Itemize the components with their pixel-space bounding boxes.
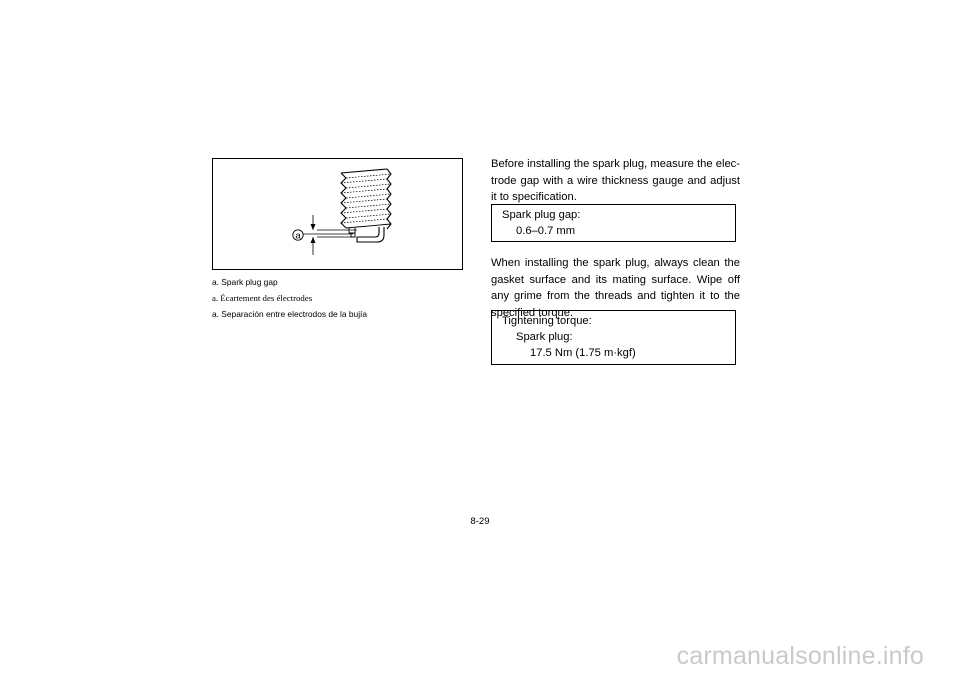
torque-spec-value: 17.5 Nm (1.75 m·kgf) bbox=[530, 347, 636, 359]
install-paragraph: When installing the spark plug, always clean the gasket surface and its mating surface. Wipe off any grime from the threads and tighten it to the specified torque. bbox=[491, 257, 740, 319]
torque-spec-sub-label: Spark plug: bbox=[516, 331, 573, 343]
spark-plug-illustration bbox=[213, 159, 463, 270]
thread-left-edge bbox=[341, 173, 346, 228]
caption-spanish: a. Separación entre electrodos de la bujía bbox=[212, 309, 368, 319]
callout-letter: a bbox=[295, 230, 301, 242]
spark-plug-gap-figure bbox=[212, 158, 463, 270]
thread-right-edge bbox=[387, 169, 391, 229]
spark-plug-gap-spec bbox=[491, 204, 736, 242]
arrow-down-icon bbox=[311, 224, 316, 230]
torque-spec-label: Tightening torque: bbox=[502, 315, 592, 327]
caption-french: a. Écartement des électrodes bbox=[212, 293, 313, 303]
gap-spec-value: 0.6–0.7 mm bbox=[516, 225, 576, 237]
arrow-up-icon bbox=[311, 237, 316, 243]
page-number: 8-29 bbox=[470, 516, 490, 527]
tightening-torque-spec bbox=[491, 310, 736, 365]
watermark: carmanualsonline.info bbox=[676, 642, 924, 670]
ground-electrode bbox=[357, 227, 384, 242]
gap-spec-label: Spark plug gap: bbox=[502, 209, 581, 221]
intro-paragraph: Before installing the spark plug, measure the elec-trode gap with a wire thickness gauge and adjust it to specification. bbox=[491, 158, 740, 203]
caption-english: a. Spark plug gap bbox=[212, 277, 278, 287]
